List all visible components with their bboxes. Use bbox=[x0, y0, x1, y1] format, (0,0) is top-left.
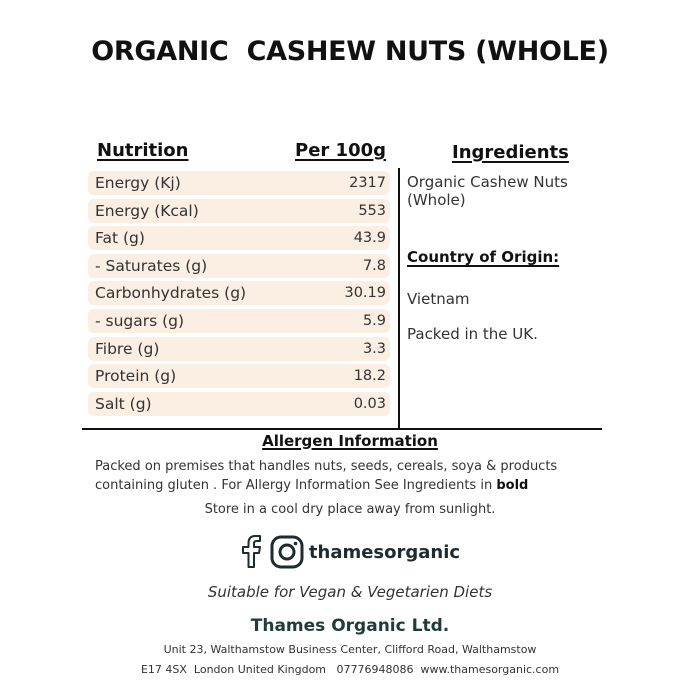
diet-suitability: Suitable for Vegan & Vegetarien Diets bbox=[207, 583, 493, 601]
instagram-icon[interactable] bbox=[270, 535, 304, 569]
per-100g-heading: Per 100g bbox=[295, 140, 387, 161]
company-address bbox=[0, 640, 700, 680]
nutrition-row bbox=[88, 199, 390, 223]
nutrition-row bbox=[88, 226, 390, 250]
ingredients-heading: Ingredients bbox=[452, 142, 569, 163]
nutrition-heading: Nutrition bbox=[97, 140, 189, 161]
nutrition-table bbox=[88, 171, 390, 419]
packed-in-text: Packed in the UK. bbox=[407, 325, 538, 343]
allergen-body: Packed on premises that handles nuts, seeds, cereals, soya & products containing gluten . For Allergy Information See Ingredients in bbox=[95, 459, 558, 493]
nutrient-value: 30.19 bbox=[344, 285, 386, 302]
nutrition-row bbox=[88, 171, 390, 195]
origin-heading: Country of Origin: bbox=[407, 248, 560, 266]
social-handle: thamesorganic bbox=[308, 541, 461, 563]
nutrient-value: 2317 bbox=[349, 175, 386, 191]
nutrient-value: 18.2 bbox=[353, 368, 386, 385]
nutrient-label: Protein (g) bbox=[95, 367, 177, 386]
nutrient-label: Fat (g) bbox=[95, 229, 145, 248]
nutrition-row bbox=[88, 254, 390, 278]
company-name: Thames Organic Ltd. bbox=[250, 616, 450, 636]
nutrition-row bbox=[88, 309, 390, 333]
nutrient-value: 3.3 bbox=[362, 340, 386, 357]
nutrient-label: - Saturates (g) bbox=[95, 256, 208, 275]
nutrient-label: Salt (g) bbox=[95, 394, 152, 413]
origin-value: Vietnam bbox=[407, 290, 470, 308]
nutrition-row bbox=[88, 337, 390, 361]
ingredients-text: Organic Cashew Nuts (Whole) bbox=[407, 173, 568, 209]
nutrition-row bbox=[88, 392, 390, 416]
nutrient-label: Energy (Kcal) bbox=[95, 201, 199, 220]
nutrient-value: 43.9 bbox=[353, 230, 386, 247]
product-title: ORGANIC CASHEW NUTS (WHOLE) bbox=[91, 36, 609, 67]
nutrient-value: 0.03 bbox=[353, 395, 386, 412]
address-line: Unit 23, Walthamstow Business Center, Clifford Road, Walthamstow bbox=[163, 643, 537, 656]
section-divider bbox=[82, 428, 602, 430]
facebook-icon[interactable] bbox=[240, 535, 262, 569]
nutrient-label: Fibre (g) bbox=[95, 339, 160, 358]
allergen-heading: Allergen Information bbox=[262, 432, 438, 450]
allergen-bold-word: bold bbox=[496, 478, 529, 493]
nutrient-label: Energy (Kj) bbox=[95, 174, 181, 192]
nutrient-value: 7.8 bbox=[362, 257, 386, 274]
nutrition-row bbox=[88, 281, 390, 305]
nutrition-row bbox=[88, 364, 390, 388]
allergen-text bbox=[95, 457, 615, 495]
nutrient-value: 553 bbox=[358, 202, 386, 219]
social-row bbox=[0, 535, 700, 569]
storage-text: Store in a cool dry place away from sunlight. bbox=[204, 502, 496, 517]
nutrient-label: Carbonhydrates (g) bbox=[95, 284, 247, 303]
column-divider bbox=[398, 168, 400, 428]
nutrient-label: - sugars (g) bbox=[95, 311, 185, 330]
address-line: E17 4SX London United Kingdom 07776948086 www.thamesorganic.com bbox=[140, 663, 560, 676]
nutrient-value: 5.9 bbox=[362, 312, 386, 329]
